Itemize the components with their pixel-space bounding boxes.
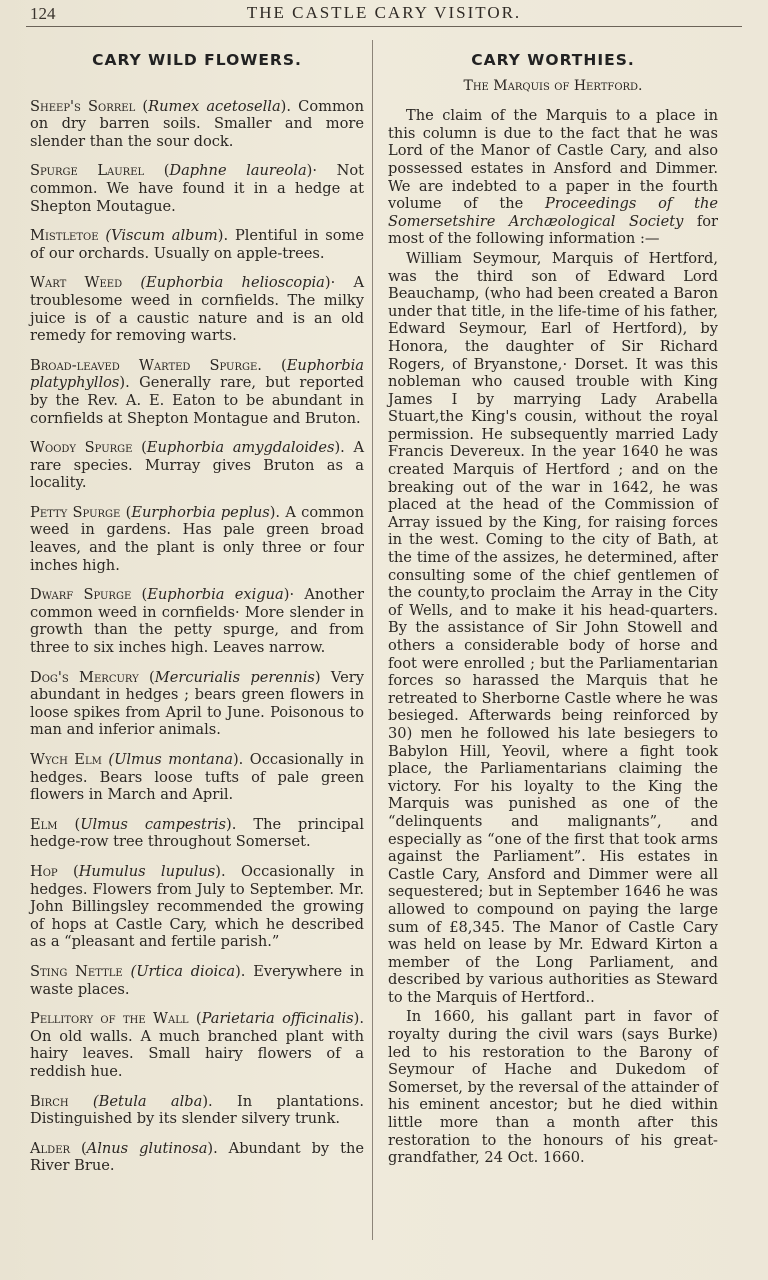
flower-description: Very abundant in hedges ; bears green flowers in loose spikes from April to June. Poisonous to man and inferior animals. [30, 668, 364, 739]
flower-description: On old walls. A much branched plant with hairy leaves. Small hairy flowers of a reddish hue. [30, 1027, 364, 1080]
flower-entry: Sheep's Sorrel (Rumex acetosella). Common on dry barren soils. Smaller and more slender than the sour dock. [30, 97, 364, 150]
flower-description: Abundant by the River Brue. [30, 1139, 365, 1175]
flower-latin: Ulmus campestris [80, 815, 227, 833]
publication-title: Proceedings of the Somersetshire Archæological Society [388, 195, 718, 230]
flower-name: Alder [30, 1139, 71, 1157]
punctuation: ). [353, 1010, 364, 1028]
flower-entry: Spurge Laurel (Daphne laureola)· Not common. We have found it in a hedge at Shepton Moutague. [30, 162, 364, 215]
article-paragraph: In 1660, his gallant part in favor of royalty during the civil wars (says Burke) led to his restoration to the Barony of Seymour of Hache and Dukedom of Somerset, by the reversal of the attainder of his eminent ancestor; but he died within little more than a month after this restoration to the honours of his great-grandfather, 24 Oct. 1660. [388, 1008, 718, 1167]
punctuation: ). [269, 503, 281, 521]
flower-latin: Alnus glutinosa [86, 1139, 208, 1157]
flower-entry: Wych Elm (Ulmus montana). Occasionally in hedges. Bears loose tufts of pale green flowers in March and April. [30, 751, 364, 804]
left-column [30, 44, 364, 1187]
punctuation: )· [324, 274, 336, 292]
flower-description: A common weed in gardens. Has pale green broad leaves, and the plant is only three or four inches high. [30, 503, 364, 574]
flower-latin: Viscum album [111, 227, 218, 245]
punctuation: ). [119, 374, 130, 392]
paragraph-text: for most of the following information :— [388, 212, 718, 248]
flower-name: Birch [30, 1092, 69, 1110]
flower-latin: Urtica dioica [136, 962, 236, 980]
article-paragraph: William Seymour, Marquis of Hertford, was the third son of Edward Lord Beauchamp, (who had been created a Baron under that title, in the life-time of his father, Edward Seymour, Earl of Hertford), by Honora, the daughter of Sir Richard Rogers, of Bryanstone,· Dorset. It was this nobleman who caused trouble with King James I by marrying Lady Arabella Stuart,the King's cousin, without the royal permission. He subsequently married Lady Francis Devereux. In the year 1640 he was created Marquis of Hertford ; and on the breaking out of the war in 1642, he was placed at the head of the Commission of Array issued by the King, for raising forces in the west. Coming to the city of Bath, at the time of the assizes, he determined, after consulting some of the chief gentlemen of the county,to proclaim the Array in the City of Wells, and to make it his head-quarters. By the assistance of Sir John Stowell and others a considerable body of horse and foot were enrolled ; but the Parliamentarian forces so harassed the Marquis that he retreated to Sherborne Castle where he was besieged. Afterwards being reinforced by 30) men he followed his late besiegers to Babylon Hill, Yeovil, where a fight took place, the Parliamentarians claiming the victory. For his loyalty to the King the Marquis was punished as one of the “delinquents and malignants”, and especially as “one of the first that took arms against the Parliament”. His estates in Castle Cary, Ansford and Dimmer were all sequestered; but in September 1646 he was allowed to compound on paying the large sum of £8,345. The Manor of Castle Cary was held on lease by Mr. Edward Kirton a member of the Long Parliament, and described by various authorities as Steward to the Marquis of Hertford.. [388, 249, 718, 1006]
flower-description: Occasionally in hedges. Flowers from July to September. Mr. John Billingsley recommended the growing of hops at Castle Cary, which he described as a “pleasant and fertile parish.” [30, 862, 364, 951]
article-paragraph [388, 107, 718, 248]
flower-name: Elm [30, 815, 58, 833]
flower-entry: Dog's Mercury (Mercurialis perennis) Very abundant in hedges ; bears green flowers in loose spikes from April to June. Poisonous to man and inferior animals. [30, 668, 364, 739]
right-column [388, 44, 718, 1167]
punctuation: ). [215, 862, 226, 880]
running-title: THE CASTLE CARY VISITOR. [246, 3, 522, 22]
punctuation: ). [235, 962, 246, 980]
flower-name: Wych Elm [30, 751, 102, 768]
flower-latin: Humulus lupulus [78, 862, 216, 880]
flower-name: Spurge Laurel [30, 162, 145, 180]
page-number: 124 [30, 4, 56, 23]
flower-description: A troublesome weed in cornfields. The milky juice is of a caustic nature and is an old remedy for removing warts. [30, 274, 364, 345]
flower-entry: Elm (Ulmus campestris). The principal hedge-row tree throughout Somerset. [30, 815, 364, 851]
flower-description: Not common. We have found it in a hedge at Shepton Moutague. [30, 162, 364, 215]
flower-entry: Broad-leaved Warted Spurge. (Euphorbia platyphyllos). Generally rare, but reported by the Rev. A. E. Eaton to be abundant in cornfields at Shepton Montague and Bruton. [30, 356, 364, 427]
flower-name: Mistletoe [30, 227, 99, 245]
flower-name: Sting Nettle [30, 962, 123, 980]
punctuation: )· [283, 586, 295, 604]
flower-name: Hop [30, 862, 58, 880]
flower-latin: Euphorbia platyphyllos [30, 356, 364, 392]
flower-entry: Sting Nettle (Urtica dioica). Everywhere in waste places. [30, 962, 364, 998]
flower-entry: Pellitory of the Wall (Parietaria officinalis). On old walls. A much branched plant with hairy leaves. Small hairy flowers of a reddish hue. [30, 1010, 364, 1080]
flower-description: Another common weed in cornfields· More slender in growth than the petty spurge, and from three to six inches high. Leaves narrow. [30, 586, 364, 657]
flower-latin: Mercurialis perennis [154, 668, 315, 686]
paragraph-text: The claim of the Marquis to a place in this column is due to the fact that he was Lord of the Manor of Castle Cary, and also possessed estates in Ansford and Dimmer. We are indebted to a paper in the fourth volume of the [388, 107, 718, 213]
flower-entry: Wart Weed (Euphorbia helioscopia)· A troublesome weed in cornfields. The milky juice is of a caustic nature and is an old remedy for removing warts. [30, 274, 364, 345]
flower-latin: Ulmus montana [114, 751, 233, 768]
flower-name: Petty Spurge [30, 503, 121, 521]
punctuation: ). [226, 815, 237, 833]
flower-description: In plantations. Distinguished by its slender silvery trunk. [30, 1092, 365, 1128]
left-column-title: CARY WILD FLOWERS. [92, 51, 302, 69]
flower-description: Common on dry barren soils. Smaller and more slender than the sour dock. [30, 97, 364, 150]
flower-latin: Parietaria officinalis [201, 1010, 354, 1028]
flower-description: Plentiful in some of our orchards. Usually on apple-trees. [30, 227, 364, 262]
flower-description: A rare species. Murray gives Bruton as a locality. [30, 439, 364, 492]
flower-latin: Euphorbia amygdaloides [146, 439, 335, 457]
flower-entry: Alder (Alnus glutinosa). Abundant by the River Brue. [30, 1139, 365, 1175]
punctuation: ). [202, 1092, 213, 1110]
flower-entry: Mistletoe (Viscum album). Plentiful in some of our orchards. Usually on apple-trees. [30, 227, 364, 262]
flower-latin: Betula alba [98, 1092, 203, 1110]
flower-name: Pellitory of the Wall [30, 1010, 189, 1028]
flower-name: Woody Spurge [30, 439, 133, 457]
punctuation: ). [280, 97, 292, 115]
punctuation: ). [334, 439, 345, 457]
flower-name: Dwarf Spurge [30, 586, 132, 604]
flower-entry: Birch (Betula alba). In plantations. Distinguished by its slender silvery trunk. [30, 1092, 365, 1128]
column-divider [372, 40, 373, 1240]
flower-name: Broad-leaved Warted Spurge. [30, 356, 262, 374]
punctuation: ). [207, 1139, 218, 1157]
flower-entry: Dwarf Spurge (Euphorbia exigua)· Another common weed in cornfields· More slender in growth than the petty spurge, and from three to six inches high. Leaves narrow. [30, 586, 364, 657]
punctuation: ) [314, 668, 321, 686]
article-subtitle: The Marquis of Hertford. [463, 77, 643, 94]
flower-name: Sheep's Sorrel [30, 97, 136, 115]
flower-description: Generally rare, but reported by the Rev. A. E. Eaton to be abundant in cornfields at Shepton Montague and Bruton. [30, 374, 364, 427]
flower-entry: Hop (Humulus lupulus). Occasionally in hedges. Flowers from July to September. Mr. John Billingsley recommended the growing of hops at Castle Cary, which he described as a “pleasant and fertile parish.” [30, 862, 364, 951]
right-column-title: CARY WORTHIES. [471, 51, 635, 69]
punctuation: )· [306, 162, 318, 180]
flower-name: Wart Weed [30, 274, 123, 292]
header-rule [26, 26, 742, 27]
flower-latin: Euphorbia exigua [147, 586, 284, 604]
flower-description: The principal hedge-row tree throughout Somerset. [30, 815, 364, 851]
page-header [0, 0, 768, 30]
flower-name: Dog's Mercury [30, 668, 139, 686]
flower-entry: Woody Spurge (Euphorbia amygdaloides). A rare species. Murray gives Bruton as a locality. [30, 439, 364, 492]
flower-latin: Daphne laureola [169, 162, 307, 180]
flower-description: Occasionally in hedges. Bears loose tufts of pale green flowers in March and April. [30, 751, 364, 804]
flower-entry: Petty Spurge (Eurphorbia peplus). A common weed in gardens. Has pale green broad leaves, and the plant is only three or four inches high. [30, 503, 364, 574]
flower-latin: Euphorbia helioscopia [146, 274, 325, 292]
flower-latin: Rumex acetosella [148, 97, 281, 115]
punctuation: ). [232, 751, 244, 768]
flower-description: Everywhere in waste places. [30, 962, 364, 998]
punctuation: ). [217, 227, 229, 245]
flower-latin: Eurphorbia peplus [131, 503, 270, 521]
